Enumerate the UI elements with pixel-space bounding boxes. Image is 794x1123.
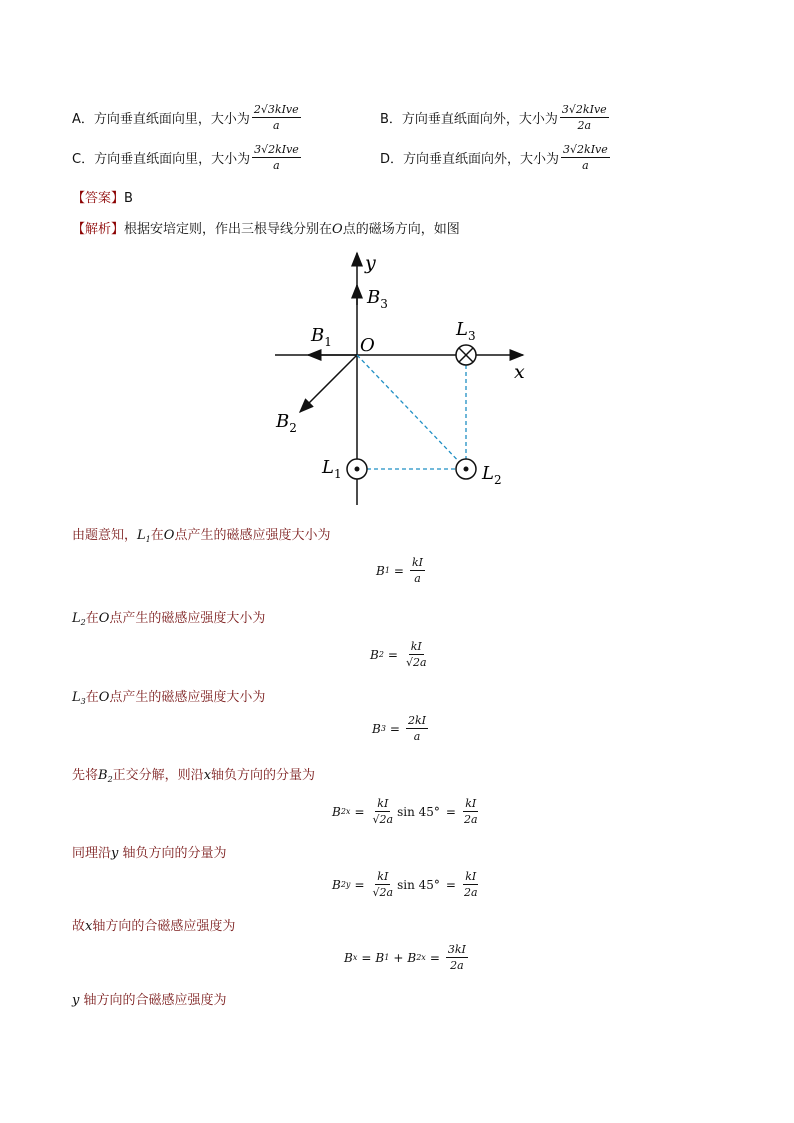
analysis-text: 根据安培定则，作出三根导线分别在 <box>124 222 333 237</box>
b3-label: $B_3$ <box>367 287 388 311</box>
b2-arrow <box>300 355 357 412</box>
step-5-text: 同理沿y 轴负方向的分量为 <box>72 846 227 861</box>
option-a-num: 2√3kIve <box>253 103 299 116</box>
magnetic-field-diagram <box>260 245 550 515</box>
option-d <box>380 143 610 172</box>
l1-label: $L_1$ <box>322 457 342 481</box>
l2-wire-out-of-page <box>456 459 476 479</box>
option-d-fraction <box>561 143 610 172</box>
step-4-text: 先将$B_2$正交分解，则沿x轴负方向的分量为 <box>72 768 316 784</box>
l3-label: $L_3$ <box>456 319 476 343</box>
option-c-label: C．方向垂直纸面向里，大小为 <box>72 152 251 167</box>
option-a-fraction <box>252 103 301 132</box>
option-c-fraction <box>252 143 301 172</box>
equation-b2x: B 2x = $\frac{kI}{√2a}$ sin 45° = $\frac{kI}{2a}$ <box>332 797 478 826</box>
option-a-den: a <box>273 119 280 132</box>
b1-label: $B_1$ <box>311 325 332 349</box>
option-d-den: a <box>582 159 589 172</box>
option-c <box>72 143 301 172</box>
answer-tag: 【答案】 <box>72 191 125 206</box>
x-axis-label: x <box>514 361 525 383</box>
option-c-den: a <box>273 159 280 172</box>
answer-line <box>72 187 133 206</box>
answer-value: B <box>124 191 133 206</box>
analysis-line <box>72 218 460 237</box>
option-b-fraction <box>560 103 609 132</box>
y-axis-label: y <box>365 252 376 274</box>
b2-label: $B_2$ <box>276 411 297 435</box>
l1-wire-out-of-page <box>347 459 367 479</box>
option-d-num: 3√2kIve <box>563 143 608 156</box>
option-a <box>72 103 301 132</box>
step-1-text: 由题意知，$L_1$在O点产生的磁感应强度大小为 <box>72 528 331 544</box>
step-7-text: y 轴方向的合磁感应强度为 <box>72 993 227 1008</box>
equation-bx: B x = B 1 + B 2x = $\frac{3kI}{2a}$ <box>344 943 466 972</box>
option-b <box>380 103 609 132</box>
step-2-text: $L_2$在O点产生的磁感应强度大小为 <box>72 611 266 627</box>
equation-b3: B 3 = $\frac{2kI}{a}$ <box>372 714 426 743</box>
option-c-num: 3√2kIve <box>254 143 299 156</box>
analysis-point: O <box>332 222 343 237</box>
option-b-label: B．方向垂直纸面向外，大小为 <box>380 112 558 127</box>
equation-b1: B 1 = $\frac{kI}{a}$ <box>376 556 423 585</box>
step-6-text: 故x轴方向的合磁感应强度为 <box>72 919 236 934</box>
l3-wire-into-page <box>456 345 476 365</box>
step-3-text: $L_3$在O点产生的磁感应强度大小为 <box>72 690 266 706</box>
dashed-o-l2 <box>357 355 466 469</box>
option-a-label: A．方向垂直纸面向里，大小为 <box>72 112 250 127</box>
origin-label: O <box>360 335 375 356</box>
option-b-den: 2a <box>577 119 592 132</box>
option-b-num: 3√2kIve <box>561 103 607 116</box>
l2-label: $L_2$ <box>482 463 502 487</box>
analysis-tag: 【解析】 <box>72 222 125 237</box>
option-d-label: D．方向垂直纸面向外，大小为 <box>380 152 560 167</box>
analysis-text2: 点的磁场方向，如图 <box>342 222 460 237</box>
equation-b2y: B 2y = $\frac{kI}{√2a}$ sin 45° = $\frac{kI}{2a}$ <box>332 870 478 899</box>
equation-b2: B 2 = $\frac{kI}{√2a}$ <box>370 640 427 669</box>
